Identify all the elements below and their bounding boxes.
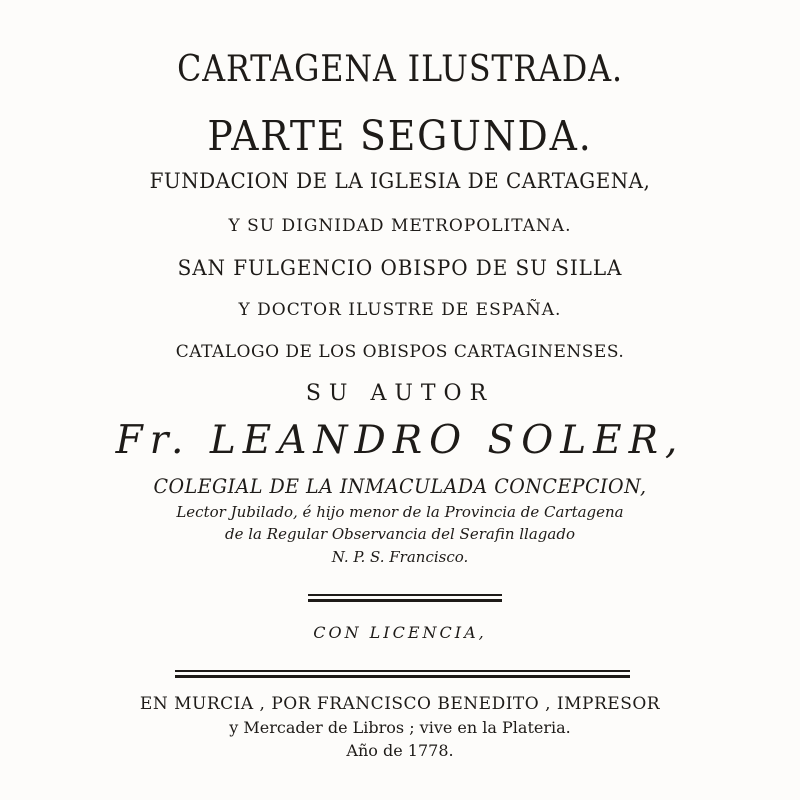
double-rule-short-bottom	[308, 599, 502, 602]
imprint-year: Año de 1778.	[346, 741, 454, 760]
imprint-line-1: EN MURCIA , POR FRANCISCO BENEDITO , IMPRESOR	[139, 694, 661, 714]
part-title: PARTE SEGUNDA.	[207, 112, 593, 160]
double-rule-long-top	[175, 670, 630, 672]
subtitle-dignity: Y SU DIGNIDAD METROPOLITANA.	[228, 216, 572, 236]
subtitle-foundation: FUNDACION DE LA IGLESIA DE CARTAGENA,	[149, 169, 651, 193]
author-description-line-1: Lector Jubilado, é hijo menor de la Provincia de Cartagena	[176, 503, 624, 521]
license-notice: CON LICENCIA,	[313, 623, 487, 642]
book-title: CARTAGENA ILUSTRADA.	[177, 49, 623, 90]
imprint-line-2: y Mercader de Libros ; vive en la Plateria.	[229, 718, 571, 737]
subtitle-catalog: CATALOGO DE LOS OBISPOS CARTAGINENSES.	[175, 342, 625, 362]
author-name: Fr. LEANDRO SOLER,	[115, 418, 685, 463]
subtitle-doctor: Y DOCTOR ILUSTRE DE ESPAÑA.	[238, 300, 562, 320]
author-description-line-2: de la Regular Observancia del Serafin llagado	[225, 525, 575, 543]
double-rule-short-top	[308, 594, 502, 596]
author-heading: SU AUTOR	[305, 381, 495, 406]
subtitle-fulgencio: SAN FULGENCIO OBISPO DE SU SILLA	[177, 256, 623, 280]
double-rule-long-bottom	[175, 675, 630, 678]
author-description-line-3: N. P. S. Francisco.	[331, 548, 469, 566]
author-college: COLEGIAL DE LA INMACULADA CONCEPCION,	[153, 474, 647, 498]
